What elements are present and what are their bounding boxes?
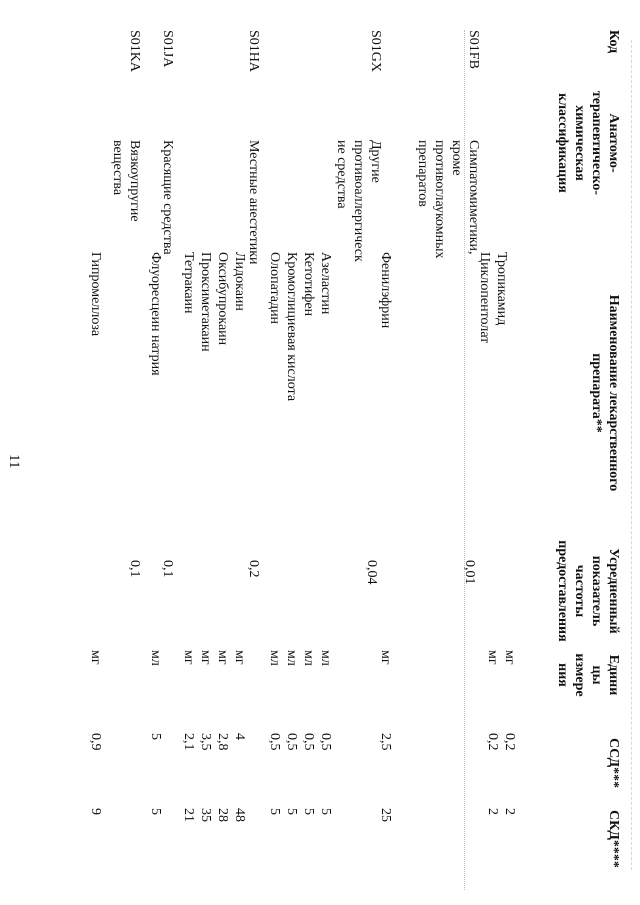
skd-cell: 9	[88, 808, 103, 815]
unit-cell: мг	[378, 650, 393, 665]
unit-cell: мл	[284, 650, 299, 666]
unit-cell: мг	[88, 650, 103, 665]
unit-cell: мл	[301, 650, 316, 666]
header-ssd: ССД***	[606, 738, 621, 789]
skd-cell: 2	[502, 808, 517, 815]
atc-cell: Другие противоаллергическ ие средства	[334, 140, 383, 262]
skd-cell: 5	[267, 808, 282, 815]
unit-cell: мг	[198, 650, 213, 665]
skd-cell: 2	[485, 808, 500, 815]
frequency-cell: 0,01	[462, 560, 477, 585]
ssd-cell: 2,8	[215, 733, 230, 751]
header-code: Код	[606, 30, 621, 54]
drug-name: Лидокаин	[232, 252, 247, 311]
skd-cell: 5	[318, 808, 333, 815]
ssd-cell: 0,9	[88, 733, 103, 751]
code-cell: S01JA	[160, 30, 175, 68]
header-drug: Наименование лекарственного препарата**	[589, 294, 621, 492]
unit-cell: мг	[181, 650, 196, 665]
frequency-cell: 0,2	[246, 560, 261, 578]
page-number: 11	[6, 454, 22, 469]
code-cell: S01FB	[466, 30, 481, 69]
unit-cell: мл	[148, 650, 163, 666]
unit-cell: мг	[502, 650, 517, 665]
skd-cell: 25	[378, 808, 393, 822]
ssd-cell: 0,5	[301, 733, 316, 751]
ssd-cell: 0,5	[318, 733, 333, 751]
atc-cell: Красящие средства	[160, 140, 175, 255]
skd-cell: 5	[284, 808, 299, 815]
atc-cell: Местные анестетики	[246, 140, 261, 265]
ssd-cell: 2,1	[181, 733, 196, 751]
skd-cell: 21	[181, 808, 196, 822]
ssd-cell: 0,5	[284, 733, 299, 751]
skd-cell: 48	[232, 808, 247, 822]
frequency-cell: 0,04	[364, 560, 379, 585]
skd-cell: 28	[215, 808, 230, 822]
unit-cell: мг	[215, 650, 230, 665]
ssd-cell: 0,2	[502, 733, 517, 751]
frequency-cell: 0,1	[160, 560, 175, 578]
header-units: Едини цы измере ния	[555, 653, 621, 697]
header-atc: Анатомо- терапевтическо- химическая классификация	[555, 90, 621, 196]
drug-name: Тетракаин	[181, 252, 196, 314]
unit-cell: мл	[318, 650, 333, 666]
drug-name: Циклопентолат	[477, 252, 492, 344]
code-cell: S01HA	[246, 30, 261, 73]
header-frequency: Усредненный показатель частоты предоставления	[555, 540, 621, 642]
ssd-cell: 3,5	[198, 733, 213, 751]
unit-cell: мл	[267, 650, 282, 666]
ssd-cell: 4	[232, 733, 247, 740]
drug-name: Олопатадин	[267, 252, 282, 325]
drug-name: Кетотифен	[301, 252, 316, 317]
code-cell: S01KA	[127, 30, 142, 73]
ssd-cell: 5	[148, 733, 163, 740]
skd-cell: 35	[198, 808, 213, 822]
atc-cell: Вязкоупругие вещества	[110, 140, 142, 222]
drug-name: Оксибупрокаин	[215, 252, 230, 346]
frequency-cell: 0,1	[127, 560, 142, 578]
skd-cell: 5	[148, 808, 163, 815]
skd-cell: 5	[301, 808, 316, 815]
code-cell: S01GX	[368, 30, 383, 73]
ssd-cell: 0,2	[485, 733, 500, 751]
drug-name: Азеластин	[318, 252, 333, 315]
ssd-cell: 0,5	[267, 733, 282, 751]
ssd-cell: 2,5	[378, 733, 393, 751]
drug-name: Проксиметакаин	[198, 252, 213, 352]
scan-artifact	[631, 40, 632, 870]
drug-name: Фенилэфрин	[378, 252, 393, 329]
drug-name: Тропикамид	[494, 252, 509, 326]
unit-cell: мг	[485, 650, 500, 665]
drug-name: Флуоресцеин натрия	[148, 252, 163, 376]
atc-cell: Симпатомиметики, кроме противоглаукомных препаратов	[415, 140, 481, 259]
header-skd: СКД****	[606, 810, 621, 868]
drug-name: Кромоглициевая кислота	[284, 252, 299, 402]
unit-cell: мг	[232, 650, 247, 665]
drug-name: Гипромеллоза	[88, 252, 103, 337]
